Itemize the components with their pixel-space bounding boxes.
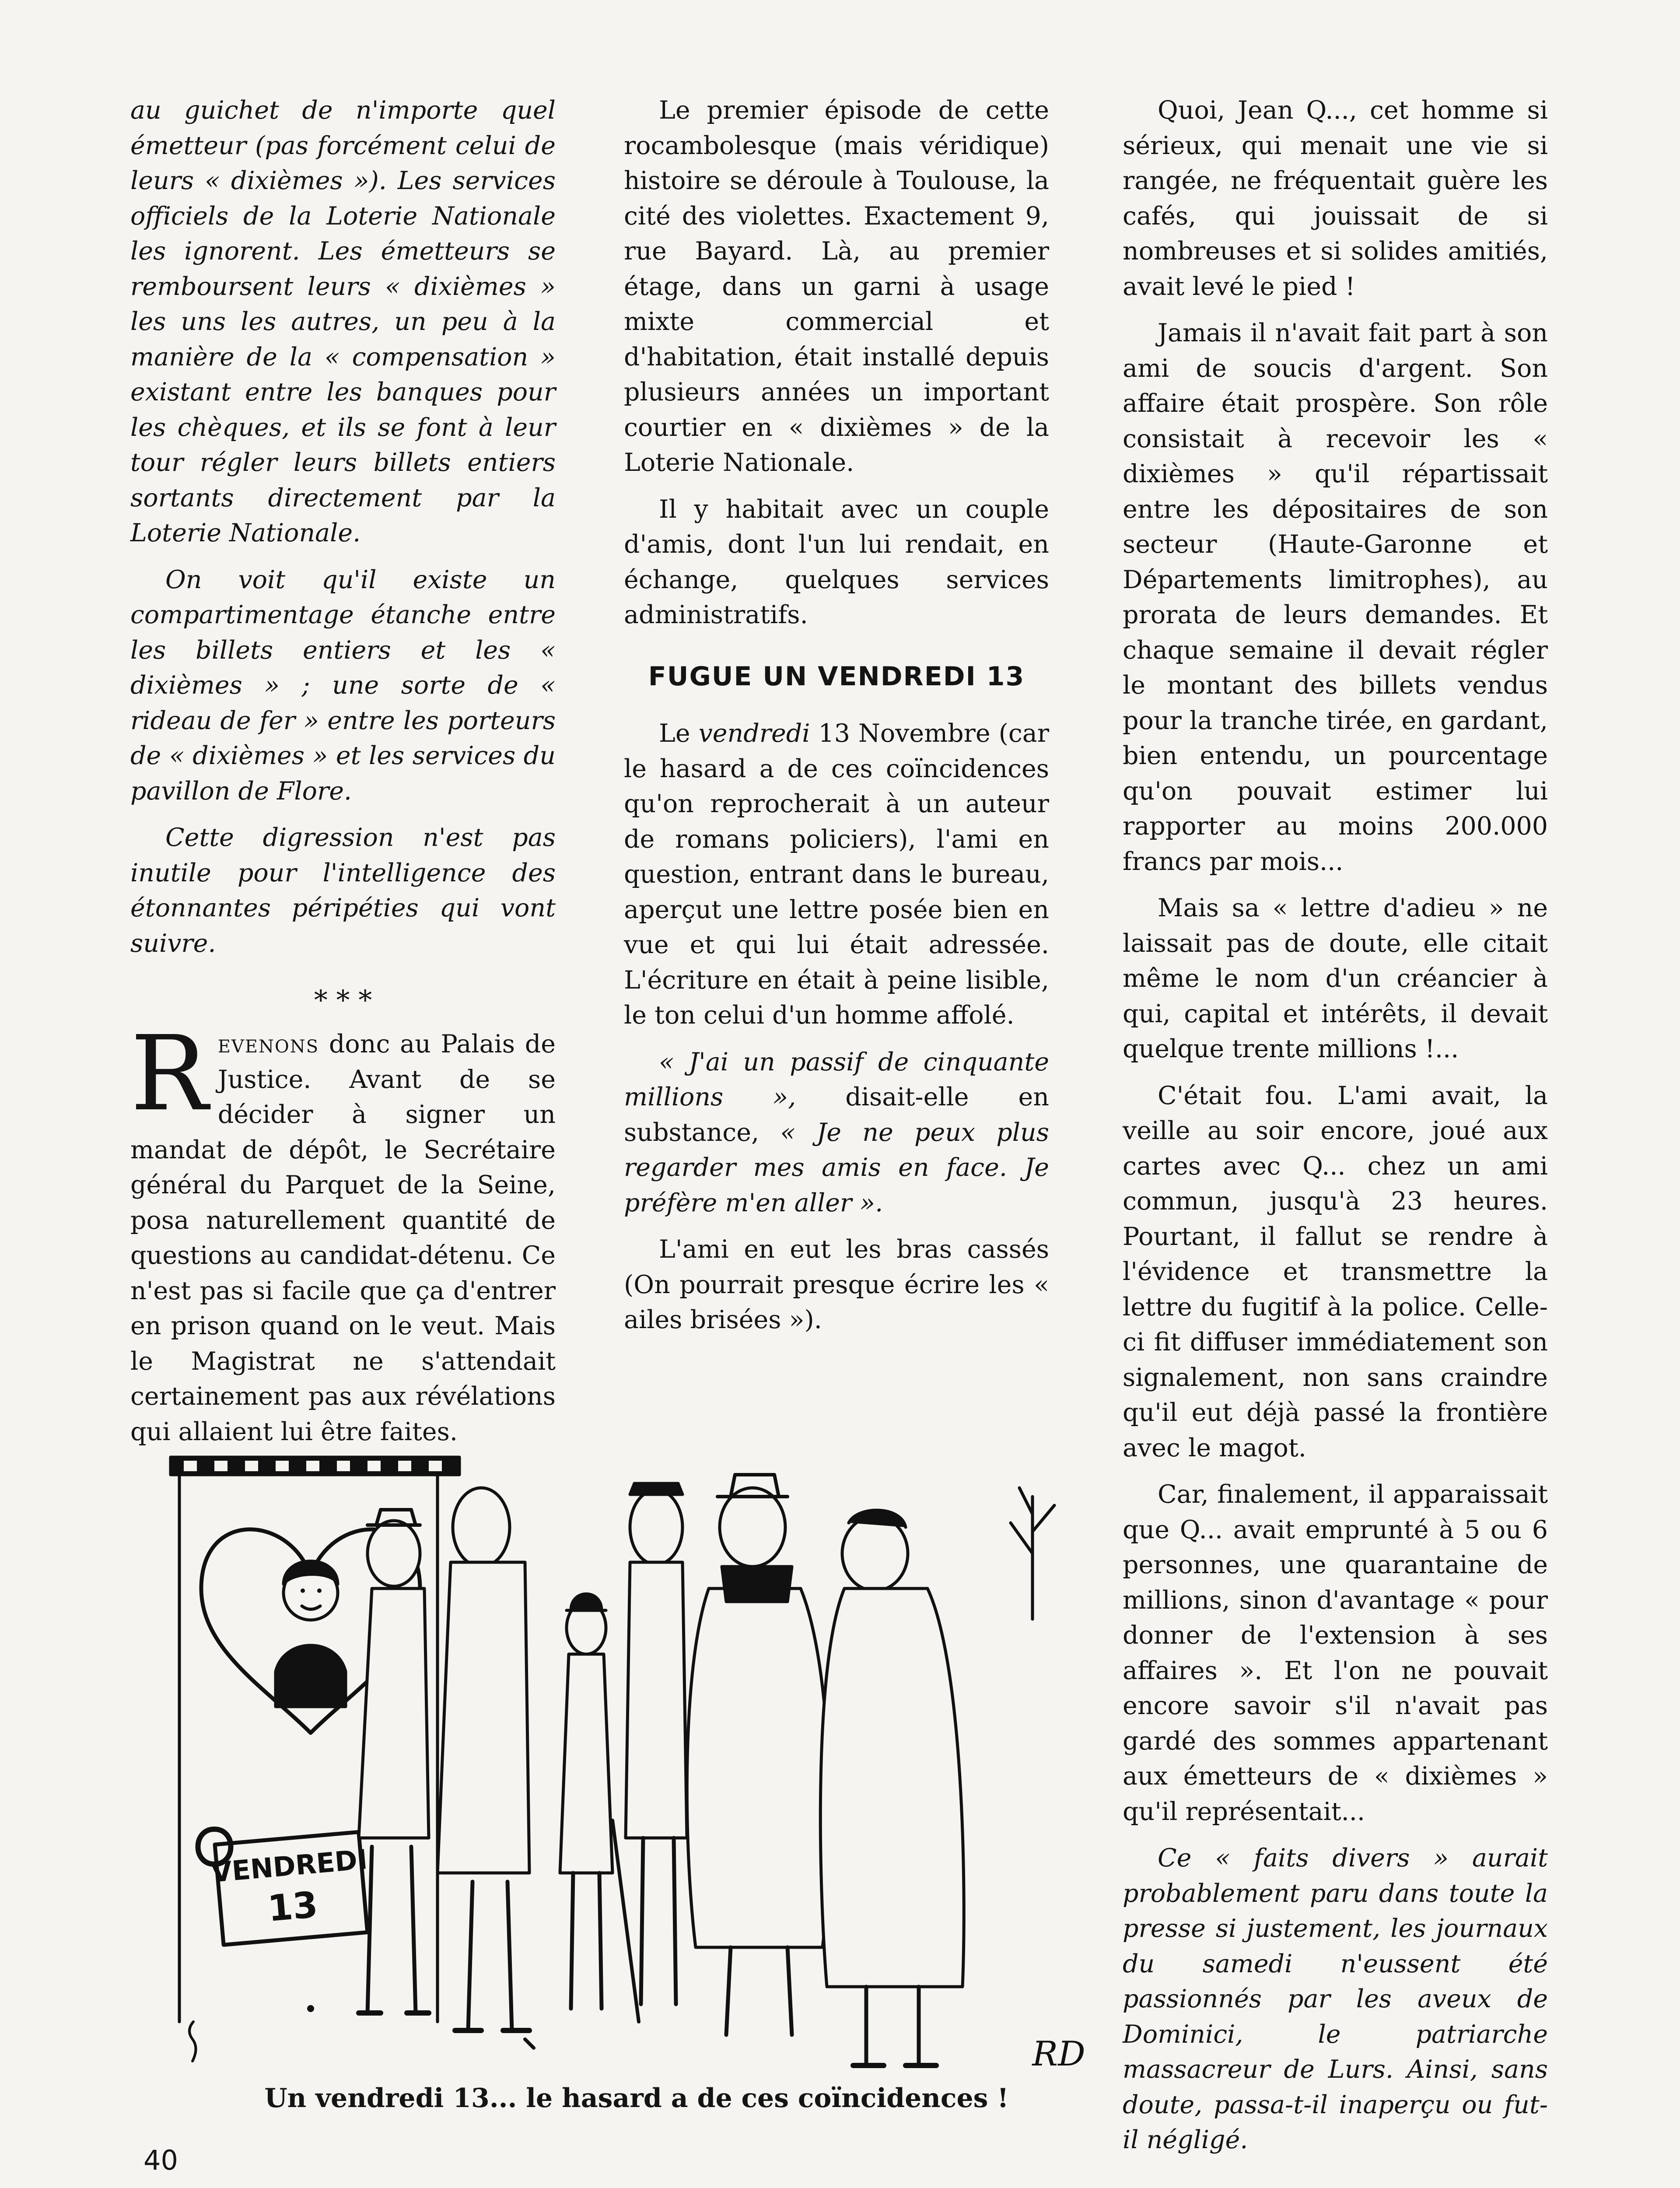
paragraph: Il y habitait avec un couple d'amis, dont l'un lui rendait, en échange, quelques services administratifs. [624,494,1049,629]
paragraph-quote [624,1045,1049,1221]
article-column-3 [1123,93,1548,2169]
customer-3-coat [560,1654,612,1873]
paragraph [624,716,1049,1033]
text-run: 13 Novembre (car le hasard a de ces coïncidences qu'on reprocherait à un auteur de romans policiers), l'ami en question, entrant dans le bureau, aperçut une lettre posée bien en vue et qui lui était adressée. L'écriture en était à peine lisible, le ton celui d'un homme affolé. [624,719,1050,1030]
dropcap-lead-word: evenons [217,1030,319,1059]
sign-text-line1: VENDREDI [210,1843,369,1889]
artist-signature: RD [1032,2034,1085,2074]
customer-2-head [453,1488,510,1567]
quote-text: « J'ai un passif de cinquante millions », [624,1047,1049,1112]
customer-2-coat [438,1562,529,1873]
drop-cap: R [130,1013,208,1134]
text-run-italic: vendredi [698,719,810,748]
customer-1-head [368,1521,420,1586]
customer-4-head [630,1490,682,1564]
section-asterism: * * * [314,984,372,1016]
umbrella [612,1820,639,2022]
paragraph: Mais sa « lettre d'adieu » ne laissait pas de doute, elle citait même le nom d'un créancier à qui, capital et intérêts, il devait quelque trente millions !... [1123,894,1548,1063]
article-column-2 [624,93,1049,1349]
page-number: 40 [144,2144,178,2176]
paragraph-dropcap [130,1013,556,1449]
paragraph: Ce « faits divers » aurait probablement paru dans toute la presse si justement, les journaux du samedi n'eussent été passionnés par les aveux de Dominici, le patriarche massacreur de Lurs. Ainsi, sans doute, passa-t-il inaperçu ou fut-il négligé. [1123,1844,1548,2154]
paragraph: Car, finalement, il apparaissait que Q... avait emprunté à 5 ou 6 personnes, une quarantaine de millions, sinon d'avantage « pour donner de l'extension à ses affaires ». Et l'on ne pouvait encore savoir s'il n'avait pas gardé des sommes appartenant aux émetteurs de « dixièmes » qu'il représentait... [1123,1480,1548,1826]
paragraph: Cette digression n'est pas inutile pour l'intelligence des étonnantes péripéties qui vont suivre. [130,823,556,958]
paragraph: Quoi, Jean Q..., cet homme si sérieux, qui menait une vie si rangée, ne fréquentait guère les cafés, qui jouissait de si nombreuses et si solides amitiés, avait levé le pied ! [1123,96,1548,301]
customer-6-head [842,1516,908,1591]
customer-6-trench-coat [820,1588,964,1987]
text-run: disait-elle en substance, [624,1083,1049,1147]
paragraph: au guichet de n'importe quel émetteur (pas forcément celui de leurs « dixièmes »). Les services officiels de la Loterie Nationale les ignorent. Les émetteurs se remboursent leurs « dixièmes » les uns les autres, un peu à la manière de la « compensation » existant entre les banques pour les chèques, et ils se font à leur tour régler leurs billets entiers sortants directement par la Loterie Nationale. [130,96,556,547]
customer-5-head [720,1488,785,1567]
cartoon-caption: Un vendredi 13... le hasard a de ces coïncidences ! [264,2083,1009,2114]
paragraph: Le premier épisode de cette rocambolesque (mais véridique) histoire se déroule à Toulouse, la cité des violettes. Exactement 9, rue Bayard. Là, au premier étage, dans un garni à usage mixte commercial et d'habitation, était installé depuis plusieurs années un important courtier en « dixièmes » de la Loterie Nationale. [624,96,1049,477]
article-column-1 [130,93,556,1461]
checked-scarf [722,1567,792,1602]
text-run: Le [659,719,699,748]
paragraph: L'ami en eut les bras cassés (On pourrait presque écrire les « ailes brisées »). [624,1235,1049,1334]
section-heading: FUGUE UN VENDREDI 13 [648,661,1025,692]
paragraph: Jamais il n'avait fait part à son ami de soucis d'argent. Son affaire était prospère. Son rôle consistait à recevoir les « dixièmes » qu'il répartissait entre les dépositaires de son secteur (Haute-Garonne et Départements limitrophes), au prorata de leurs demandes. Et chaque semaine il devait régler le montant des billets vendus pour la tranche tirée, en gardant, bien entendu, un pourcentage qu'on pouvait estimer lui rapporter au moins 200.000 francs par mois... [1123,319,1548,876]
customer-4-coat [626,1562,687,1838]
bare-tree [1011,1488,1054,1619]
quote-text: « Je ne peux plus regarder mes amis en face. Je préfère m'en aller ». [624,1118,1049,1217]
paragraph-text: donc au Palais de Justice. Avant de se décider à signer un mandat de dépôt, le Secrétaire général du Parquet de la Seine, posa naturellement quantité de questions au candidat-détenu. Ce n'est pas si facile que ça d'entrer en prison quand on le veut. Mais le Magistrat ne s'attendait certainement pas aux révélations qui allaient lui être faites. [130,1030,556,1446]
cartoon-illustration [166,1444,1107,2087]
paragraph: On voit qu'il existe un compartimentage étanche entre les billets entiers et les « dixièmes » ; une sorte de « rideau de fer » entre les porteurs de « dixièmes » et les services du pavillon de Flore. [130,565,556,806]
sign-text-line2: 13 [266,1884,320,1930]
customer-5-coat [687,1588,830,1947]
customer-1-coat [359,1588,429,1838]
vendor-body [276,1645,346,1707]
paragraph: C'était fou. L'ami avait, la veille au soir encore, joué aux cartes avec Q... chez un ami commun, jusqu'à 23 heures. Pourtant, il fallut se rendre à l'évidence et transmettre la lettre du fugitif à la police. Celle-ci fit diffuser immédiatement son signalement, non sans craindre qu'il eut déjà passé la frontière avec le magot. [1123,1081,1548,1462]
